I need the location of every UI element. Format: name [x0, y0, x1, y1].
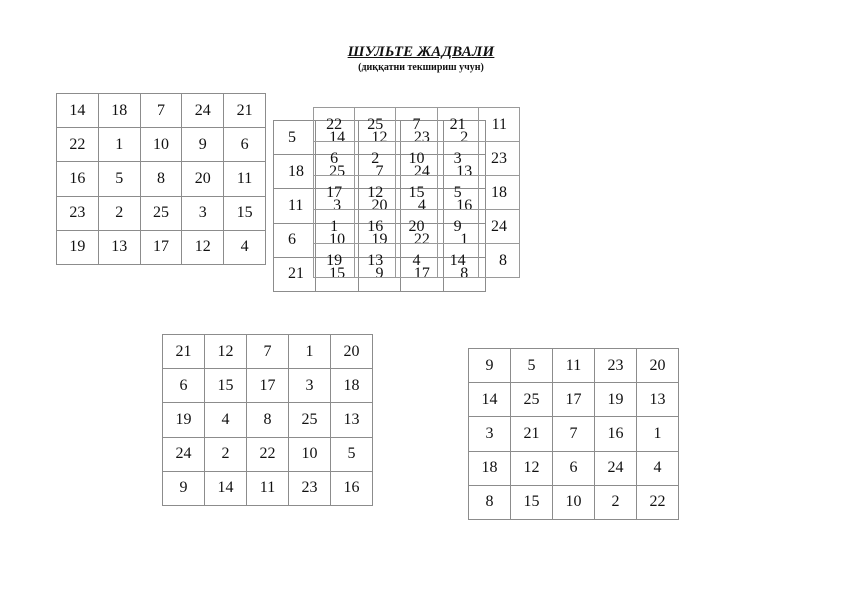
- number-cell: 22: [247, 437, 289, 471]
- number-cell: 10: [289, 437, 331, 471]
- number-cell: 22: [637, 485, 679, 519]
- number-cell: 23: [595, 349, 637, 383]
- number-cell: 2: [443, 121, 485, 155]
- table-row: [163, 403, 373, 437]
- number-cell: 3: [469, 417, 511, 451]
- table-row: [163, 437, 373, 471]
- number-cell: 11: [247, 471, 289, 505]
- table-row: [469, 349, 679, 383]
- table-row: [163, 471, 373, 505]
- table-row: [314, 244, 520, 278]
- number-cell: 19: [163, 403, 205, 437]
- number-cell: 9: [437, 210, 478, 244]
- number-cell: 15: [224, 196, 266, 230]
- number-cell: 1: [443, 223, 485, 257]
- number-cell: 5: [98, 162, 140, 196]
- number-cell: 5: [511, 349, 553, 383]
- number-cell: 18: [274, 155, 316, 189]
- number-cell: 17: [140, 230, 182, 264]
- number-cell: 16: [595, 417, 637, 451]
- number-cell: 10: [553, 485, 595, 519]
- number-cell: 10: [140, 128, 182, 162]
- table-row: [469, 485, 679, 519]
- number-cell: 24: [182, 94, 224, 128]
- schulte-table-3: [313, 107, 520, 278]
- number-cell: 1: [314, 210, 355, 244]
- number-cell: 3: [316, 189, 358, 223]
- number-cell: 21: [274, 257, 316, 291]
- number-cell: 11: [274, 189, 316, 223]
- number-cell: 4: [205, 403, 247, 437]
- number-cell: 3: [182, 196, 224, 230]
- number-cell: 18: [98, 94, 140, 128]
- number-cell: 5: [437, 176, 478, 210]
- number-cell: 8: [443, 257, 485, 291]
- number-cell: 21: [224, 94, 266, 128]
- number-cell: 19: [314, 244, 355, 278]
- number-cell: 13: [355, 244, 396, 278]
- number-cell: 6: [274, 223, 316, 257]
- number-cell: 3: [437, 142, 478, 176]
- number-cell: 1: [289, 335, 331, 369]
- number-cell: 7: [358, 155, 400, 189]
- number-cell: 12: [355, 176, 396, 210]
- number-cell: 19: [595, 383, 637, 417]
- number-cell: 9: [182, 128, 224, 162]
- number-cell: 21: [437, 108, 478, 142]
- table-row: [57, 196, 266, 230]
- number-cell: 7: [247, 335, 289, 369]
- number-cell: 25: [355, 108, 396, 142]
- number-cell: 4: [637, 451, 679, 485]
- number-cell: 2: [595, 485, 637, 519]
- number-cell: 13: [98, 230, 140, 264]
- number-cell: 21: [511, 417, 553, 451]
- number-cell: 22: [314, 108, 355, 142]
- schulte-table-1: [56, 93, 266, 265]
- number-cell: 14: [469, 383, 511, 417]
- number-cell: 20: [358, 189, 400, 223]
- table-row: [314, 108, 520, 142]
- number-cell: 2: [98, 196, 140, 230]
- number-cell: 17: [314, 176, 355, 210]
- number-cell: 23: [478, 142, 519, 176]
- number-cell: 11: [224, 162, 266, 196]
- schulte-table-5: [468, 348, 679, 520]
- table-row: [314, 176, 520, 210]
- number-cell: 24: [478, 210, 519, 244]
- table-row: [57, 230, 266, 264]
- number-cell: 9: [163, 471, 205, 505]
- number-cell: 23: [289, 471, 331, 505]
- number-cell: 11: [553, 349, 595, 383]
- number-cell: 9: [358, 257, 400, 291]
- number-cell: 7: [396, 108, 437, 142]
- number-cell: 20: [637, 349, 679, 383]
- number-cell: 20: [182, 162, 224, 196]
- number-cell: 25: [511, 383, 553, 417]
- number-cell: 22: [401, 223, 443, 257]
- number-cell: 5: [274, 121, 316, 155]
- table-row: [163, 369, 373, 403]
- table-row: [469, 417, 679, 451]
- number-cell: 12: [358, 121, 400, 155]
- table-row: [469, 451, 679, 485]
- number-cell: 17: [247, 369, 289, 403]
- number-cell: 11: [478, 108, 519, 142]
- number-cell: 19: [358, 223, 400, 257]
- number-cell: 16: [57, 162, 99, 196]
- number-cell: 20: [331, 335, 373, 369]
- number-cell: 14: [437, 244, 478, 278]
- page-subtitle: (диққатни текшириш учун): [358, 62, 484, 73]
- number-cell: 24: [401, 155, 443, 189]
- number-cell: 12: [182, 230, 224, 264]
- number-cell: 16: [443, 189, 485, 223]
- number-cell: 13: [637, 383, 679, 417]
- number-cell: 4: [396, 244, 437, 278]
- table-row: [469, 383, 679, 417]
- number-cell: 18: [469, 451, 511, 485]
- number-cell: 19: [57, 230, 99, 264]
- number-cell: 6: [224, 128, 266, 162]
- number-cell: 15: [205, 369, 247, 403]
- number-cell: 9: [469, 349, 511, 383]
- number-cell: 15: [511, 485, 553, 519]
- number-cell: 1: [637, 417, 679, 451]
- table-row: [57, 162, 266, 196]
- number-cell: 17: [553, 383, 595, 417]
- number-cell: 18: [331, 369, 373, 403]
- number-cell: 2: [205, 437, 247, 471]
- table-row: [57, 94, 266, 128]
- page-title: ШУЛЬТЕ ЖАДВАЛИ: [347, 44, 495, 60]
- number-cell: 17: [401, 257, 443, 291]
- number-cell: 24: [595, 451, 637, 485]
- number-cell: 8: [140, 162, 182, 196]
- number-cell: 12: [205, 335, 247, 369]
- number-cell: 18: [478, 176, 519, 210]
- number-cell: 7: [140, 94, 182, 128]
- number-cell: 6: [163, 369, 205, 403]
- number-cell: 14: [57, 94, 99, 128]
- number-cell: 22: [57, 128, 99, 162]
- number-cell: 15: [316, 257, 358, 291]
- number-cell: 25: [289, 403, 331, 437]
- number-cell: 5: [331, 437, 373, 471]
- table-row: [314, 142, 520, 176]
- table-row: [163, 335, 373, 369]
- number-cell: 13: [443, 155, 485, 189]
- number-cell: 25: [140, 196, 182, 230]
- number-cell: 16: [331, 471, 373, 505]
- number-cell: 8: [469, 485, 511, 519]
- number-cell: 12: [511, 451, 553, 485]
- number-cell: 20: [396, 210, 437, 244]
- number-cell: 7: [553, 417, 595, 451]
- schulte-table-4: [162, 334, 373, 506]
- number-cell: 6: [314, 142, 355, 176]
- number-cell: 6: [553, 451, 595, 485]
- number-cell: 25: [316, 155, 358, 189]
- number-cell: 4: [401, 189, 443, 223]
- number-cell: 24: [163, 437, 205, 471]
- number-cell: 10: [316, 223, 358, 257]
- number-cell: 8: [478, 244, 519, 278]
- number-cell: 2: [355, 142, 396, 176]
- number-cell: 8: [247, 403, 289, 437]
- table-row: [314, 210, 520, 244]
- number-cell: 23: [57, 196, 99, 230]
- number-cell: 14: [205, 471, 247, 505]
- number-cell: 13: [331, 403, 373, 437]
- number-cell: 15: [396, 176, 437, 210]
- number-cell: 3: [289, 369, 331, 403]
- number-cell: 16: [355, 210, 396, 244]
- number-cell: 1: [98, 128, 140, 162]
- number-cell: 23: [401, 121, 443, 155]
- number-cell: 4: [224, 230, 266, 264]
- table-row: [57, 128, 266, 162]
- number-cell: 14: [316, 121, 358, 155]
- number-cell: 10: [396, 142, 437, 176]
- number-cell: 21: [163, 335, 205, 369]
